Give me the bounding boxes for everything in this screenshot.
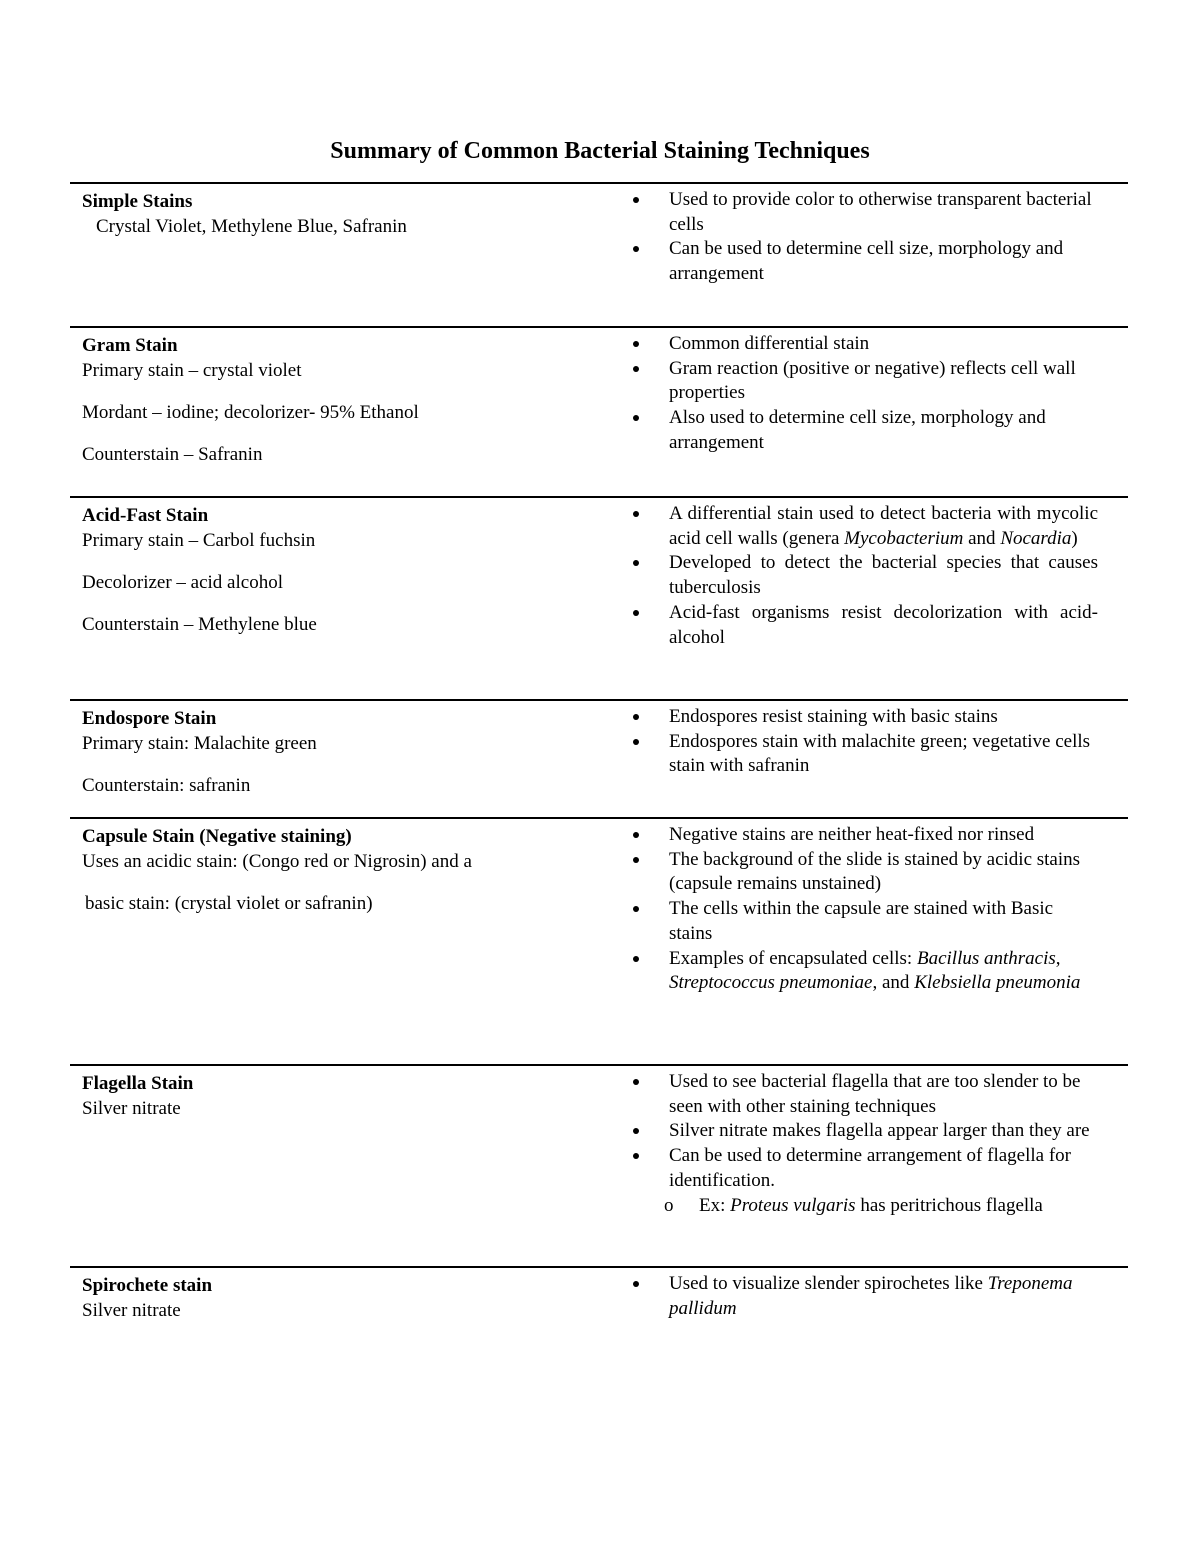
stain-name: Endospore Stain (82, 708, 217, 729)
sub-list-item: o Ex: Proteus vulgaris has peritrichous flagella (628, 1194, 1098, 1219)
list-item: Examples of encapsulated cells: Bacillus anthracis, Streptococcus pneumoniae, and Klebsiella pneumonia (628, 947, 1098, 996)
stain-name: Spirochete stain (82, 1275, 213, 1296)
list-item: Silver nitrate makes flagella appear larger than they are (628, 1119, 1098, 1144)
list-item: Developed to detect the bacterial species that causes tuberculosis (628, 551, 1098, 600)
stain-detail: Silver nitrate (82, 1300, 181, 1321)
list-item: Used to provide color to otherwise transparent bacterial cells (628, 188, 1098, 237)
list-item: Can be used to determine arrangement of flagella for identification. (628, 1144, 1098, 1193)
stain-notes-cell (600, 1066, 1128, 1266)
stain-detail: Counterstain – Safranin (82, 444, 263, 465)
list-item: Also used to determine cell size, morphology and arrangement (628, 406, 1098, 455)
stain-detail: Primary stain: Malachite green (82, 733, 317, 754)
table-row (70, 496, 1128, 699)
stain-detail: Decolorizer – acid alcohol (82, 572, 283, 593)
table-row (70, 817, 1128, 1064)
list-item: The background of the slide is stained by acidic stains (capsule remains unstained) (628, 848, 1098, 897)
list-item: Used to see bacterial flagella that are too slender to be seen with other staining techniques (628, 1070, 1098, 1119)
stain-name-cell (70, 1268, 600, 1346)
list-item: Common differential stain (628, 332, 1098, 357)
stain-name-cell (70, 1066, 600, 1266)
stain-notes-cell (600, 328, 1128, 496)
stain-name-cell (70, 184, 600, 326)
list-item: A differential stain used to detect bacteria with mycolic acid cell walls (genera Mycobacterium and Nocardia) (628, 502, 1098, 551)
stain-detail: Silver nitrate (82, 1098, 181, 1119)
list-item: The cells within the capsule are stained with Basic stains (628, 897, 1098, 946)
stain-notes-cell (600, 701, 1128, 817)
stain-name: Gram Stain (82, 335, 178, 356)
stain-detail: Primary stain – Carbol fuchsin (82, 530, 316, 551)
table-row (70, 1064, 1128, 1266)
stain-name: Acid-Fast Stain (82, 505, 209, 526)
stain-notes-cell (600, 184, 1128, 326)
stain-notes-cell (600, 498, 1128, 699)
stain-detail: Counterstain: safranin (82, 775, 251, 796)
stain-notes-cell (600, 819, 1128, 1064)
stain-name: Capsule Stain (Negative staining) (82, 826, 352, 847)
stain-name-cell (70, 701, 600, 817)
stain-notes-cell (600, 1268, 1128, 1346)
stain-name: Simple Stains (82, 191, 193, 212)
stain-detail: Counterstain – Methylene blue (82, 614, 317, 635)
list-item: Can be used to determine cell size, morphology and arrangement (628, 237, 1098, 286)
list-item: Used to visualize slender spirochetes like Treponema pallidum (628, 1272, 1098, 1321)
stain-name-cell (70, 328, 600, 496)
page-title: Summary of Common Bacterial Staining Techniques (330, 138, 870, 164)
stain-name: Flagella Stain (82, 1073, 194, 1094)
list-item: Endospores resist staining with basic stains (628, 705, 1098, 730)
stain-name-cell (70, 819, 600, 1064)
stain-table (70, 182, 1128, 1346)
table-row (70, 699, 1128, 817)
table-row (70, 1266, 1128, 1346)
stain-detail: Uses an acidic stain: (Congo red or Nigrosin) and a (82, 851, 472, 872)
list-item: Endospores stain with malachite green; vegetative cells stain with safranin (628, 730, 1098, 779)
stain-name-cell (70, 498, 600, 699)
sub-bullet-marker: o (664, 1194, 674, 1216)
stain-detail: Mordant – iodine; decolorizer- 95% Ethanol (82, 402, 419, 423)
table-row (70, 326, 1128, 496)
table-row (70, 182, 1128, 326)
stain-detail: Primary stain – crystal violet (82, 360, 302, 381)
stain-detail: basic stain: (crystal violet or safranin) (85, 893, 373, 914)
stain-detail: Crystal Violet, Methylene Blue, Safranin (96, 216, 407, 237)
list-item: Negative stains are neither heat-fixed nor rinsed (628, 823, 1098, 848)
list-item: Acid-fast organisms resist decolorization with acid-alcohol (628, 601, 1098, 650)
list-item: Gram reaction (positive or negative) reflects cell wall properties (628, 357, 1098, 406)
